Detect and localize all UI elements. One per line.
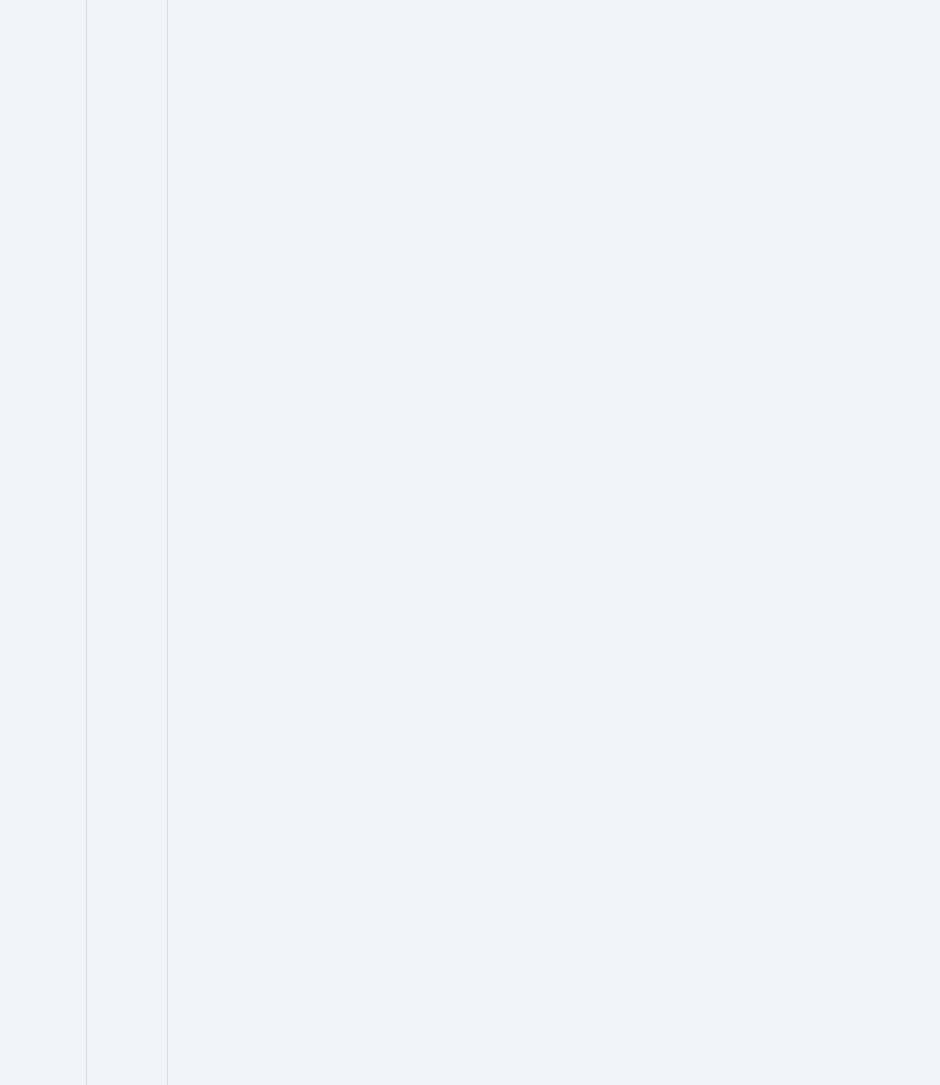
propeller-cell	[86, 0, 168, 1085]
motor-model-cell	[0, 0, 87, 1085]
